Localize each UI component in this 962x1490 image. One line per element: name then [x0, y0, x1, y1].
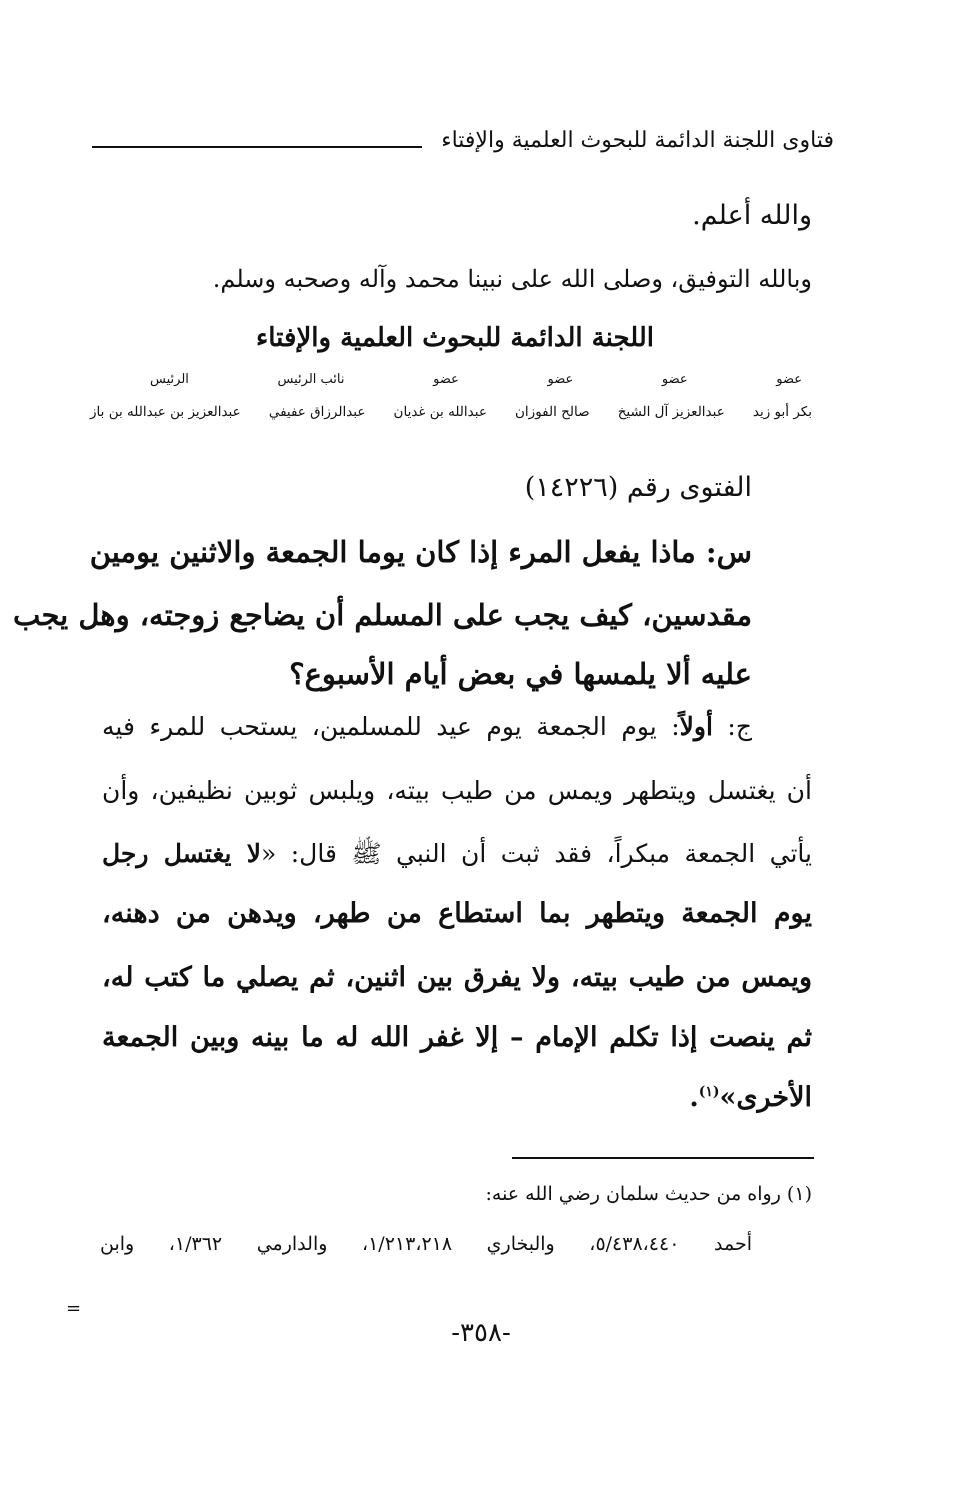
member-role: نائب الرئيس — [277, 372, 345, 387]
committee-roles-row — [150, 372, 802, 387]
header-rule — [92, 146, 422, 148]
answer-line-3 — [102, 838, 812, 875]
hadith-line-4 — [689, 1082, 812, 1113]
hadith-end: الأخرى» — [719, 1082, 812, 1113]
running-header-title: فتاوى اللجنة الدائمة للبحوث العلمية والإفتاء — [441, 128, 834, 153]
member-name: عبدالعزيز آل الشيخ — [617, 404, 725, 420]
answer-prefix: ج: — [712, 712, 752, 741]
question-line-2: مقدسين، كيف يجب على المسلم أن يضاجع زوجته، وهل يجب — [12, 598, 752, 632]
member-role: الرئيس — [150, 372, 189, 387]
member-name: عبدالله بن غديان — [393, 404, 487, 420]
committee-title: اللجنة الدائمة للبحوث العلمية والإفتاء — [256, 323, 654, 353]
footnote-line-2: أحمد ٥/٤٣٨،٤٤٠، والبخاري ١/٢١٣،٢١٨، والدارمي ١/٣٦٢، وابن — [100, 1233, 752, 1255]
question-line-1: س: ماذا يفعل المرء إذا كان يوما الجمعة والاثنين يومين — [89, 535, 752, 569]
member-name: بكر أبو زيد — [752, 404, 812, 420]
page-number: -٣٥٨- — [451, 1318, 511, 1348]
member-role: عضو — [547, 372, 574, 387]
answer-line-2: أن يغتسل ويتطهر ويمس من طيب بيته، ويلبس ثوبين نظيفين، وأن — [102, 776, 812, 805]
answer-line-1-text: : يوم الجمعة يوم عيد للمسلمين، يستحب للمرء فيه — [102, 712, 680, 741]
hadith-start: لا يغتسل رجل — [102, 839, 261, 868]
footnote-line-1: (١) رواه من حديث سلمان رضي الله عنه: — [485, 1183, 812, 1205]
hadith-line-3: ثم ينصت إذا تكلم الإمام – إلا غفر الله له ما بينه وبين الجمعة — [102, 1022, 812, 1053]
footnote-reference[interactable]: (١) — [698, 1084, 720, 1100]
hadith-line-1: يوم الجمعة ويتطهر بما استطاع من طهر، ويدهن من دهنه، — [102, 898, 812, 929]
answer-line-3-text: يأتي الجمعة مبكراً، فقد ثبت أن النبي ﷺ قال: « — [260, 839, 812, 868]
member-name: عبدالرزاق عفيفي — [268, 404, 366, 420]
fatwa-number: الفتوى رقم (١٤٢٢٦) — [524, 472, 752, 503]
continuation-mark: = — [66, 1298, 82, 1319]
answer-first-label: أولاً — [679, 712, 713, 741]
closing-line-1: والله أعلم. — [692, 200, 812, 231]
member-role: عضو — [433, 372, 459, 387]
question-line-3: عليه ألا يلمسها في بعض أيام الأسبوع؟ — [289, 657, 752, 691]
hadith-line-2: ويمس من طيب بيته، ولا يفرق بين اثنين، ثم يصلي ما كتب له، — [102, 962, 812, 993]
member-role: عضو — [776, 372, 802, 387]
member-name: صالح الفوزان — [515, 404, 590, 420]
footnote-rule — [512, 1157, 814, 1159]
member-name: عبدالعزيز بن عبدالله بن باز — [90, 404, 241, 420]
answer-line-1 — [102, 712, 752, 741]
closing-line-2: وبالله التوفيق، وصلى الله على نبينا محمد وآله وصحبه وسلم. — [212, 265, 812, 293]
hadith-end-period: . — [689, 1082, 699, 1113]
committee-names-row — [90, 404, 812, 420]
member-role: عضو — [661, 372, 688, 387]
